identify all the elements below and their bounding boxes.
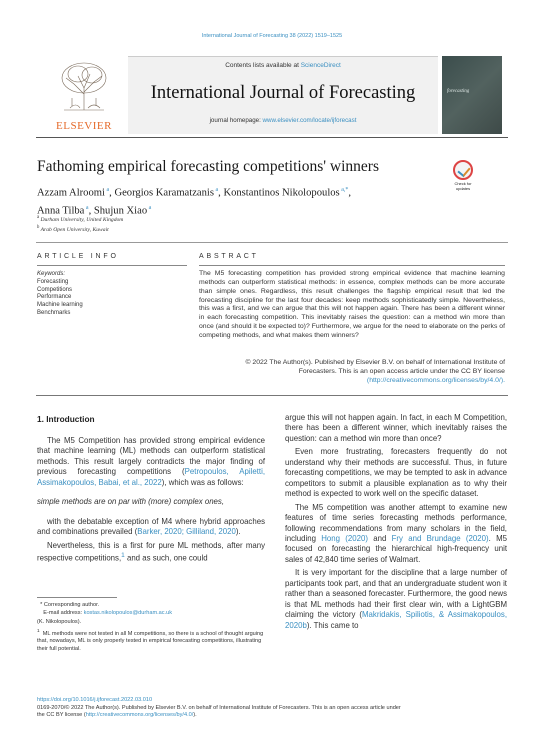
journal-reference[interactable]: International Journal of Forecasting 38 (2022) 1519–1525 [201, 33, 343, 39]
author-name[interactable]: , Georgios Karamatzanis [109, 187, 214, 199]
body-paragraph [285, 447, 507, 499]
section-heading-introduction: 1. Introduction [37, 414, 95, 424]
affiliations-divider [36, 242, 508, 243]
author-line-1 [37, 183, 437, 201]
contents-prefix: Contents lists available at [225, 62, 301, 69]
footnote-1-marker: 1 [37, 628, 40, 634]
paragraph-text: argue this will not happen again. In fact, in each M Competition, there has been a different winner, which inevitably raises the question: can a method win more than once? [285, 413, 507, 443]
paragraph-text: ). [235, 527, 241, 537]
article-title: Fathoming empirical forecasting competitions' winners [37, 158, 379, 175]
keywords-title: Keywords: [37, 271, 66, 277]
contents-line [128, 62, 438, 69]
paragraph-text: The M5 competition was another attempt to examine new features of time series forecasting methods performance, following recommendations from many scholars in the field, including [285, 502, 507, 543]
paragraph-text: . M5 focused on forecasting the hierarchical high-frequency unit sales of 42,840 time series of Walmart. [285, 533, 507, 564]
paragraph-text: It is very important for the discipline that a large number of participants took part, and that an undergraduate student won it rather than a seasoned forecaster. Furthermore, the good news is that ML methods had their first clear win, with a LightGBM claiming the victory ( [285, 568, 507, 620]
keyword-item: Benchmarks [37, 309, 71, 316]
sciencedirect-link[interactable]: ScienceDirect [300, 62, 341, 69]
footnote-1-text: ML methods were not tested in all M competitions, so there is a school of thought arguing that, nowadays, ML is only properly tested in empirical forecasting competitions, illustrating their full potential. [37, 631, 264, 652]
homepage-prefix: journal homepage: [209, 117, 263, 124]
paragraph-text: ), which was as follows: [161, 477, 244, 487]
quoted-statement: simple methods are on par with (more) complex ones, [37, 497, 225, 507]
paragraph-text: Even more frustrating, forecasters frequently do not understand why their methods are successful. Thus, in future forecasting competitions, we may be tempted to ask in advance competitors to submit a plausible explanation as to why their method is expected to work well on the specific dataset. [285, 447, 507, 499]
license-footer-link[interactable]: http://creativecommons.org/licenses/by/4.0/ [85, 712, 194, 718]
license-footer-prefix: the CC BY license ( [37, 712, 86, 718]
body-paragraph [285, 568, 507, 631]
article-info-rule [37, 265, 187, 266]
cover-text: forecasting [447, 89, 470, 94]
paragraph-text: Nevertheless, this is a first for pure ML methods, after many respective competitions, [37, 540, 265, 563]
author-affiliation-marker[interactable]: a [147, 204, 152, 211]
author-name[interactable]: , Shujun Xiao [88, 205, 148, 217]
footnote-marker[interactable]: 1 [121, 552, 125, 560]
bottom-matter [37, 697, 507, 720]
footnote-rule [37, 597, 117, 598]
license-link[interactable]: (http://creativecommons.org/licenses/by/4.0/). [366, 376, 505, 384]
license-line-1: © 2022 The Author(s). Published by Elsevier B.V. on behalf of International Institute of [245, 359, 505, 366]
affiliation-a [37, 214, 123, 224]
body-paragraph [37, 541, 265, 565]
paragraph-text: and as such, one could [124, 553, 208, 563]
journal-banner [128, 56, 438, 134]
body-column-left [37, 436, 265, 567]
keyword-item: Forecasting [37, 278, 69, 285]
keyword-item: Performance [37, 294, 72, 301]
paragraph-text: and [367, 533, 392, 543]
body-paragraph [37, 436, 265, 488]
body-paragraph [285, 503, 507, 566]
author-affiliation-marker[interactable]: a [104, 187, 110, 193]
corresponding-author-note: Corresponding author. [43, 602, 100, 608]
check-updates-label: Check for updates [454, 181, 472, 191]
body-paragraph [37, 517, 265, 538]
elsevier-logo[interactable] [44, 56, 124, 134]
author-name[interactable]: , [348, 187, 352, 199]
keyword-item: Machine learning [37, 302, 83, 309]
affiliation-text: Durham University, United Kingdom [39, 216, 124, 223]
journal-header [44, 56, 502, 134]
keyword-item: Competitions [37, 286, 73, 293]
affiliation-sup: a [37, 215, 40, 220]
footnote-email-name: (K. Nikolopoulos). [37, 618, 82, 625]
paragraph-text: with the debatable exception of M4 where hybrid approaches and combinations prevailed ( [37, 516, 265, 537]
body-column-right [285, 413, 507, 634]
citation-link[interactable]: Fry and Brundage (2020) [391, 533, 489, 543]
article-info-heading: ARTICLE INFO [37, 253, 119, 260]
citation-link[interactable]: Hong (2020) [321, 533, 368, 543]
abstract-divider [36, 395, 508, 396]
citation-link[interactable]: Petropoulos, Apiletti, Assimakopoulos, Babai, et al., 2022 [37, 467, 266, 487]
abstract-heading: ABSTRACT [199, 253, 259, 260]
email-link[interactable]: kostas.nikolopoulos@durham.ac.uk [83, 610, 173, 617]
author-list [37, 183, 437, 218]
affiliation-sup: b [37, 224, 40, 230]
homepage-line [128, 117, 438, 124]
check-for-updates-button[interactable] [452, 160, 474, 194]
footnotes [37, 602, 267, 654]
author-name[interactable]: Anna Tilba [37, 205, 85, 217]
copyright-line: 0169-2070/© 2022 The Author(s). Published by Elsevier B.V. on behalf of International Institute of Forecasters. This is an open access article under [37, 704, 401, 711]
header-divider [36, 137, 508, 138]
citation-link[interactable]: Barker, 2020; Gilliland, 2020 [137, 527, 236, 537]
check-updates-icon [453, 160, 473, 180]
paragraph-text: The M5 Competition has provided strong empirical evidence that machine learning (ML) methods can outperform statistical methods. This result largely contradicts the major finding of previous forecasting competitions ( [37, 436, 265, 477]
publisher-name: ELSEVIER [56, 120, 112, 132]
body-paragraph [285, 413, 507, 444]
journal-cover-thumbnail[interactable] [442, 56, 502, 134]
homepage-link[interactable]: www.elsevier.com/locate/ijforecast [262, 117, 357, 124]
license-line-2: Forecasters. This is an open access article under the CC BY license [298, 367, 505, 375]
doi-link[interactable]: https://doi.org/10.1016/j.ijforecast.2022.03.010 [37, 697, 153, 703]
license-block [199, 359, 505, 386]
affiliation-text: Arab Open University, Kuwait [39, 226, 109, 233]
affiliation-b [37, 224, 123, 234]
author-affiliation-marker[interactable]: a,* [339, 187, 349, 193]
author-affiliation-marker[interactable]: a [84, 204, 89, 211]
footnote-email [37, 610, 267, 617]
author-affiliation-marker[interactable]: a [213, 187, 219, 193]
license-footer-line [37, 712, 507, 720]
footnote-corresponding: * Corresponding author. [37, 602, 100, 608]
abstract-rule [199, 265, 505, 266]
citation-link[interactable]: Makridakis, Spiliotis, & Assimakopoulos, 2020b [285, 610, 507, 630]
footnote-1 [37, 627, 267, 653]
abstract-text: The M5 forecasting competition has provided strong empirical evidence that machine learning methods can outperform statistical methods: in essence, complex methods can be more accurate than simple ones. Regardless, this result challenges the flagship empirical result that led the forecasting discipline for the last four decades: keep methods sophisticatedly simple. Nevertheless, this was a first, and we can argue that this will not happen again. There has been a different winner in each forecasting competition. This inevitably raises the question: can a method win more than once (and should it be expected to)? Furthermore, we argue for the need to elaborate on the perks of competing methods, and what makes them winners? [199, 270, 505, 339]
paragraph-text: ). This came to [306, 620, 359, 630]
author-name[interactable]: , Konstantinos Nikolopoulos [218, 187, 340, 199]
email-label: E-mail address: [43, 610, 84, 617]
keywords-block [37, 271, 83, 318]
license-footer-suffix: ). [193, 712, 197, 718]
author-name[interactable]: Azzam Alroomi [37, 187, 105, 199]
affiliations [37, 214, 123, 234]
journal-title: International Journal of Forecasting [150, 83, 416, 103]
elsevier-tree-icon [56, 58, 112, 114]
